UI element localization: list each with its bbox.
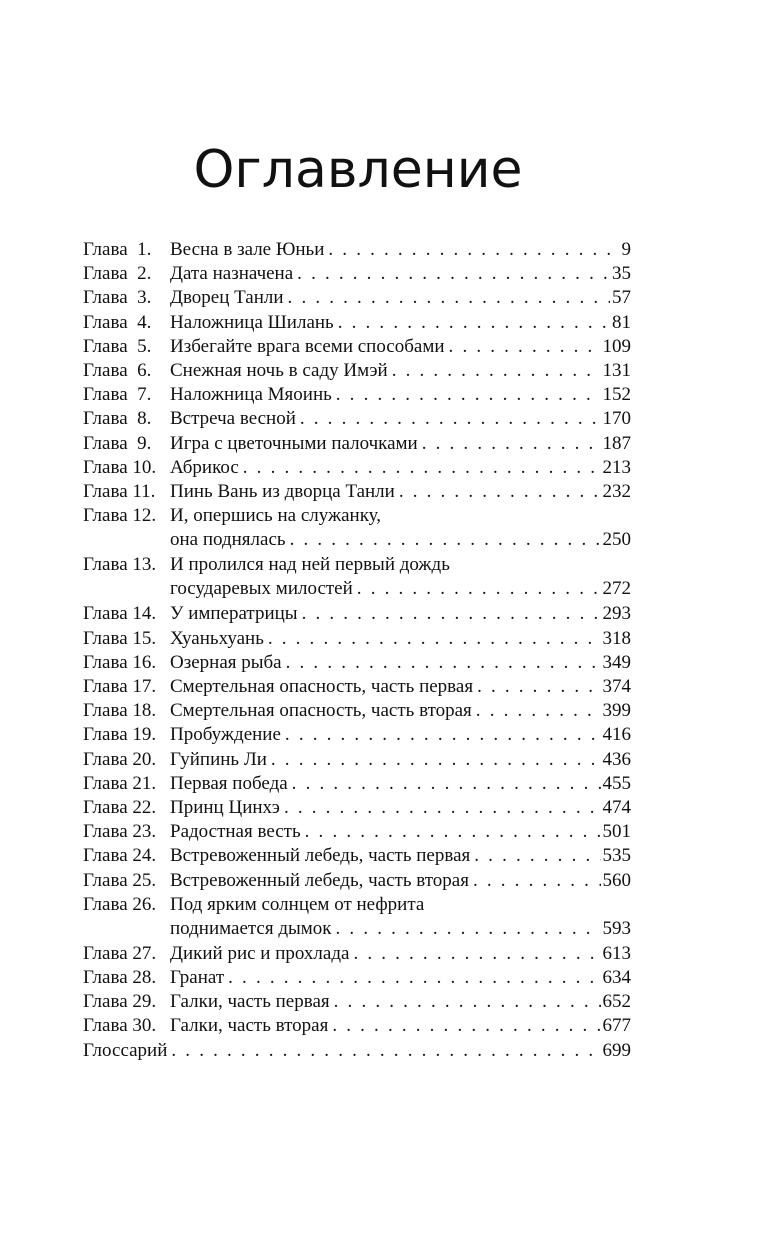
page-number: 652 — [602, 991, 631, 1013]
dot-leader — [286, 651, 601, 675]
chapter-number: Глава 8. — [83, 408, 152, 430]
chapter-number: Глава 15. — [83, 627, 157, 649]
chapter-title: Пинь Вань из дворца Танли — [170, 480, 395, 502]
chapter-title: Под ярким солнцем от нефрита — [170, 893, 425, 915]
toc-entry — [83, 844, 631, 868]
page-number: 349 — [602, 651, 631, 673]
chapter-number: Глава 2. — [83, 263, 152, 285]
chapter-number: Глава 20. — [83, 748, 157, 770]
dot-leader — [302, 602, 601, 626]
chapter-number: Глава 5. — [83, 335, 152, 357]
dot-leader — [297, 262, 610, 286]
chapter-number: Глава 12. — [83, 505, 157, 527]
chapter-number: Глава 4. — [83, 311, 152, 333]
dot-leader — [392, 359, 601, 383]
dot-leader — [284, 796, 601, 820]
dot-leader — [477, 675, 600, 699]
toc-entry — [83, 262, 631, 286]
chapter-title: поднимается дымок — [170, 917, 332, 939]
dot-leader — [305, 820, 601, 844]
dot-leader — [334, 990, 601, 1014]
toc-entry-continuation — [83, 917, 631, 942]
page-number: 399 — [602, 700, 631, 722]
page-number: 109 — [602, 335, 631, 357]
page-number: 131 — [602, 359, 631, 381]
toc-entry — [83, 504, 631, 528]
chapter-title: государевых милостей — [170, 578, 353, 600]
chapter-number: Глава 19. — [83, 724, 157, 746]
page-number: 474 — [602, 796, 631, 818]
page-number: 293 — [602, 603, 631, 625]
page-number: 35 — [612, 263, 631, 285]
chapter-title: Пробуждение — [170, 724, 281, 746]
toc-entry — [83, 383, 631, 407]
chapter-number: Глава 13. — [83, 554, 157, 576]
chapter-title: Галки, часть первая — [170, 991, 330, 1013]
chapter-title: Абрикос — [170, 456, 239, 478]
toc-entry — [83, 990, 631, 1014]
chapter-number: Глава 18. — [83, 700, 157, 722]
chapter-title: Хуаньхуань — [170, 627, 264, 649]
toc-entry — [83, 311, 631, 335]
toc-entry — [83, 359, 631, 383]
toc-entry — [83, 675, 631, 699]
dot-leader — [285, 723, 601, 747]
chapter-title: Озерная рыба — [170, 651, 282, 673]
dot-leader — [336, 917, 601, 941]
dot-leader — [243, 456, 601, 480]
page-number: 535 — [602, 845, 631, 867]
chapter-title: Дата назначена — [170, 263, 294, 285]
page-number: 213 — [602, 456, 631, 478]
chapter-title: И, опершись на служанку, — [170, 505, 382, 527]
chapter-title: Встревоженный лебедь, часть вторая — [170, 869, 469, 891]
page-number: 9 — [621, 239, 631, 260]
chapter-title: Дикий рис и прохлада — [170, 942, 350, 964]
chapter-number: Глава 24. — [83, 845, 157, 867]
chapter-title: Первая победа — [170, 772, 288, 794]
dot-leader — [292, 772, 601, 796]
page-number: 416 — [602, 724, 631, 746]
dot-leader — [268, 627, 601, 651]
chapter-title: Наложница Мяоинь — [170, 384, 332, 406]
page-number: 455 — [602, 772, 631, 794]
chapter-number: Глава 17. — [83, 676, 157, 697]
chapter-title: Радостная весть — [170, 821, 301, 843]
toc-entry — [83, 723, 631, 747]
toc-entry — [83, 893, 631, 917]
toc-entry — [83, 407, 631, 431]
chapter-title: Встреча весной — [170, 408, 296, 430]
chapter-title: она поднялась — [170, 529, 286, 551]
chapter-number: Глава 11. — [83, 480, 156, 502]
chapter-title: Глоссарий — [83, 1039, 168, 1061]
chapter-number: Глава 27. — [83, 942, 157, 964]
dot-leader — [336, 383, 601, 407]
dot-leader — [271, 748, 601, 772]
chapter-title: Гранат — [170, 967, 225, 989]
toc-entry-continuation — [83, 528, 631, 553]
toc-entry — [83, 286, 631, 310]
page-number: 318 — [602, 627, 631, 649]
page-number: 170 — [602, 408, 631, 430]
toc-entry — [83, 966, 631, 990]
toc-entry — [83, 772, 631, 796]
chapter-title: Смертельная опасность, часть вторая — [170, 700, 472, 722]
toc-entry — [83, 820, 631, 844]
chapter-title: Принц Цинхэ — [170, 796, 280, 818]
chapter-number: Глава 14. — [83, 603, 157, 625]
page-number: 187 — [602, 432, 631, 454]
chapter-title: Смертельная опасность, часть первая — [170, 676, 474, 697]
toc-entry — [83, 627, 631, 651]
page-number: 677 — [602, 1015, 631, 1037]
dot-leader — [473, 869, 601, 893]
chapter-title: Избегайте врага всеми способами — [170, 335, 445, 357]
toc-entry — [83, 432, 631, 456]
chapter-number: Глава 25. — [83, 869, 157, 891]
toc-entry — [83, 456, 631, 480]
dot-leader — [357, 577, 601, 601]
page-title: Оглавление — [193, 140, 523, 200]
toc-entry-continuation — [83, 577, 631, 602]
toc-entry — [83, 238, 631, 262]
toc-entry — [83, 480, 631, 504]
chapter-number: Глава 6. — [83, 359, 152, 381]
chapter-number: Глава 30. — [83, 1015, 157, 1037]
dot-leader — [288, 286, 610, 310]
chapter-number: Глава 28. — [83, 967, 157, 989]
toc-entry — [83, 553, 631, 577]
dot-leader — [228, 966, 600, 990]
chapter-title: Дворец Танли — [170, 287, 284, 309]
toc-entry — [83, 699, 631, 723]
toc-entry — [83, 1039, 631, 1063]
toc-entry — [83, 942, 631, 966]
page-number: 374 — [602, 676, 631, 697]
dot-leader — [476, 699, 601, 723]
table-of-contents — [83, 238, 631, 1063]
toc-entry — [83, 651, 631, 675]
dot-leader — [171, 1039, 600, 1063]
page-number: 152 — [602, 384, 631, 406]
chapter-number: Глава 16. — [83, 651, 157, 673]
dot-leader — [300, 407, 601, 431]
chapter-number: Глава 26. — [83, 893, 157, 915]
chapter-number: Глава 7. — [83, 384, 152, 406]
chapter-title: Наложница Шилань — [170, 311, 334, 333]
dot-leader — [449, 335, 601, 359]
toc-entry — [83, 1014, 631, 1038]
page-number: 613 — [602, 942, 631, 964]
chapter-title: У императрицы — [170, 603, 298, 625]
page-number: 436 — [602, 748, 631, 770]
dot-leader — [399, 480, 601, 504]
dot-leader — [353, 942, 600, 966]
page-number: 501 — [602, 821, 631, 843]
page-number: 272 — [602, 578, 631, 600]
page-number: 232 — [602, 480, 631, 502]
chapter-number: Глава 22. — [83, 796, 157, 818]
chapter-number: Глава 21. — [83, 772, 157, 794]
dot-leader — [290, 528, 601, 552]
toc-entry — [83, 335, 631, 359]
chapter-title: Гуйпинь Ли — [170, 748, 267, 770]
chapter-number: Глава 10. — [83, 456, 157, 478]
dot-leader — [328, 238, 619, 262]
toc-entry — [83, 869, 631, 893]
chapter-title: Снежная ночь в саду Имэй — [170, 359, 388, 381]
dot-leader — [338, 311, 610, 335]
page-number: 57 — [612, 287, 631, 309]
chapter-title: Весна в зале Юньи — [170, 239, 325, 260]
page-number: 250 — [602, 529, 631, 551]
chapter-title: И пролился над ней первый дождь — [170, 554, 450, 576]
toc-entry — [83, 748, 631, 772]
page-number: 560 — [602, 869, 631, 891]
toc-entry — [83, 602, 631, 626]
dot-leader — [474, 844, 600, 868]
page-number: 699 — [602, 1039, 631, 1061]
chapter-title: Игра с цветочными палочками — [170, 432, 418, 454]
chapter-number: Глава 1. — [83, 239, 152, 260]
chapter-title: Встревоженный лебедь, часть первая — [170, 845, 471, 867]
chapter-title: Галки, часть вторая — [170, 1015, 329, 1037]
page-number: 634 — [602, 967, 631, 989]
chapter-number: Глава 29. — [83, 991, 157, 1013]
toc-entry — [83, 796, 631, 820]
page-number: 593 — [602, 917, 631, 939]
chapter-number: Глава 3. — [83, 287, 152, 309]
chapter-number: Глава 9. — [83, 432, 152, 454]
chapter-number: Глава 23. — [83, 821, 157, 843]
dot-leader — [422, 432, 601, 456]
page-number: 81 — [612, 311, 631, 333]
dot-leader — [332, 1014, 600, 1038]
